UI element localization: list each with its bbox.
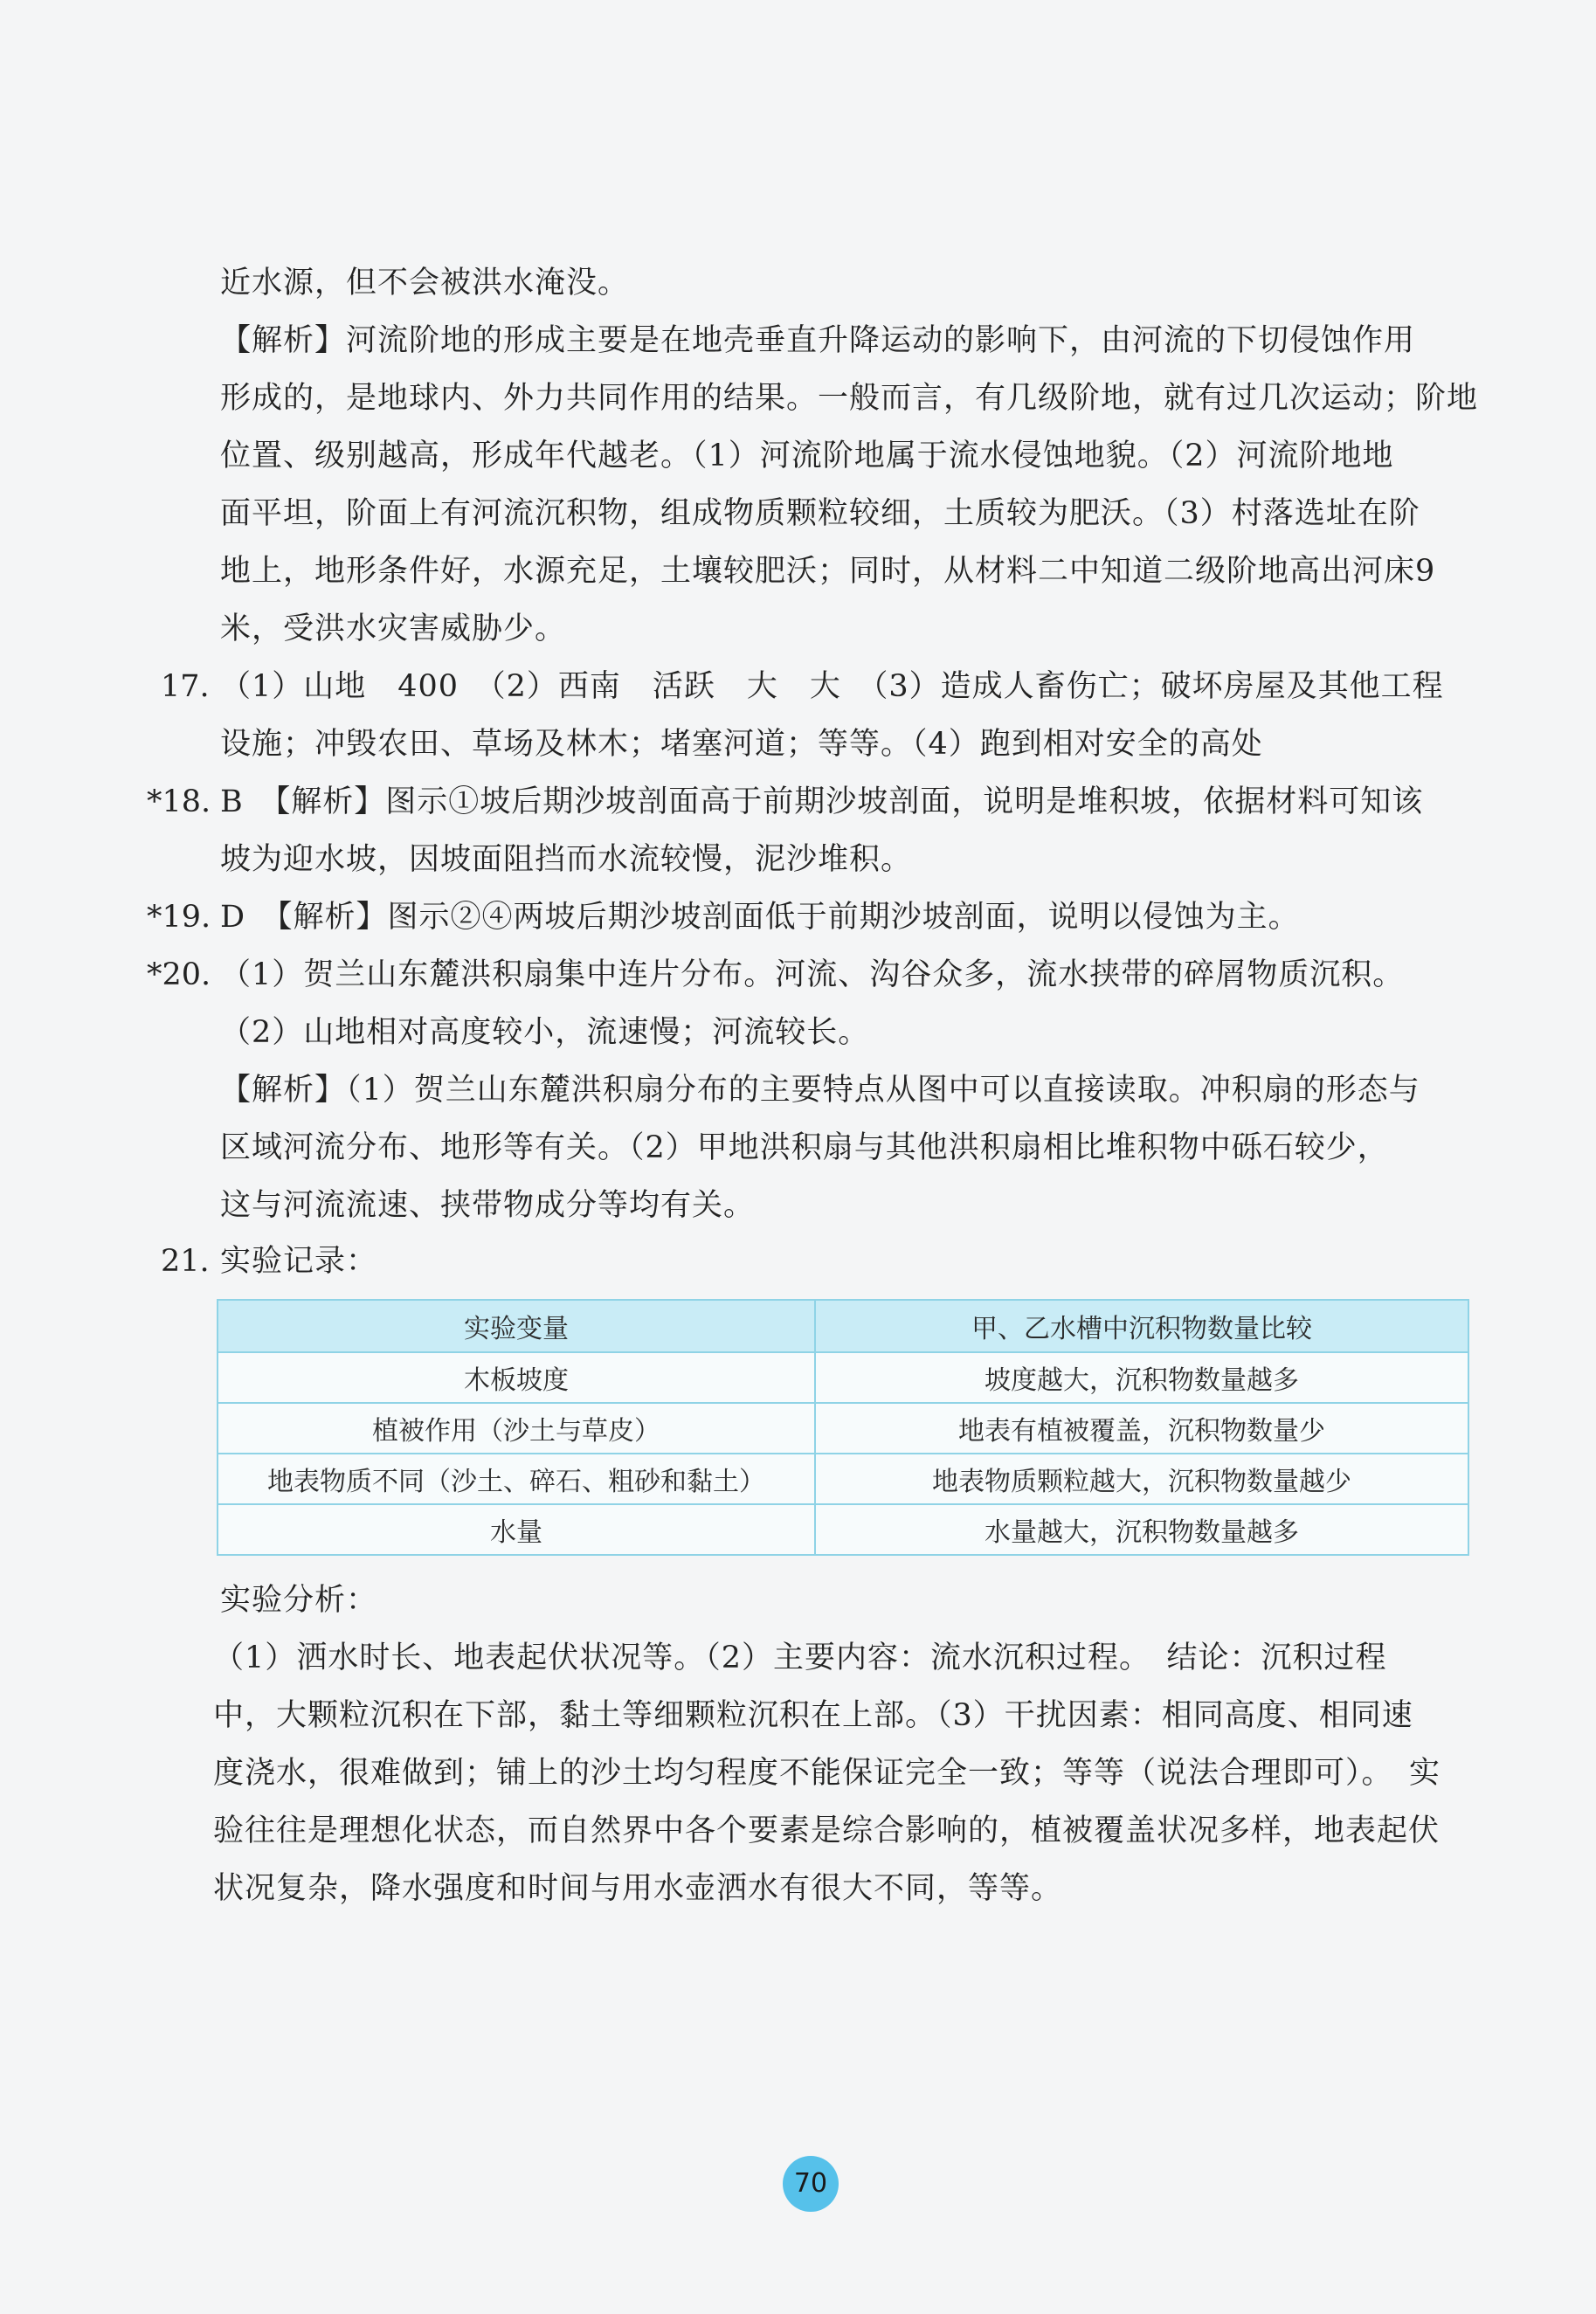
table-cell: 地表物质不同（沙土、碎石、粗砂和黏土） [218, 1454, 815, 1504]
table-cell: 水量 [218, 1504, 815, 1555]
table-cell: 地表有植被覆盖，沉积物数量少 [815, 1403, 1468, 1454]
table-cell: 植被作用（沙土与草皮） [218, 1403, 815, 1454]
table-row [218, 1504, 1468, 1555]
analysis-title: 实验分析： [220, 1583, 378, 1618]
answer-line: B 【解析】图示①坡后期沙坡剖面高于前期沙坡剖面，说明是堆积坡，依据材料可知该 [220, 784, 1424, 819]
column-header: 甲、乙水槽中沉积物数量比较 [815, 1300, 1468, 1352]
analysis-line: 地上，地形条件好，水源充足，土壤较肥沃；同时，从材料二中知道二级阶地高出河床9 [220, 554, 1436, 589]
question-number: 17. [161, 669, 210, 704]
analysis-line: 这与河流流速、挟带物成分等均有关。 [220, 1188, 756, 1223]
answer-line: （1）贺兰山东麓洪积扇集中连片分布。河流、沟谷众多，流水挟带的碎屑物质沉积。 [220, 957, 1405, 992]
analysis-line: 面平坦，阶面上有河流沉积物，组成物质颗粒较细，土质较为肥沃。（3）村落选址在阶 [220, 496, 1420, 531]
experiment-record-label: 实验记录： [220, 1244, 378, 1279]
answer-line: 坡为迎水坡，因坡面阻挡而水流较慢，泥沙堆积。 [220, 842, 913, 877]
analysis-line: 米，受洪水灾害威胁少。 [220, 611, 567, 646]
analysis-line: 【解析】（1）贺兰山东麓洪积扇分布的主要特点从图中可以直接读取。冲积扇的形态与 [220, 1073, 1420, 1108]
analysis-line: 状况复杂，降水强度和时间与用水壶洒水有很大不同，等等。 [213, 1871, 1063, 1906]
table-cell: 坡度越大，沉积物数量越多 [815, 1352, 1468, 1403]
page-number-badge: 70 [783, 2156, 839, 2212]
text-line: 近水源，但不会被洪水淹没。 [220, 266, 630, 300]
answer-line: （2）山地相对高度较小，流速慢；河流较长。 [220, 1015, 870, 1050]
analysis-line: 形成的，是地球内、外力共同作用的结果。一般而言，有几级阶地，就有过几次运动；阶地 [220, 381, 1479, 416]
analysis-line: 验往往是理想化状态，而自然界中各个要素是综合影响的，植被覆盖状况多样，地表起伏 [213, 1813, 1441, 1848]
analysis-line: 度浇水，很难做到；铺上的沙土均匀程度不能保证完全一致；等等（说法合理即可）。 实 [213, 1756, 1441, 1791]
table-row [218, 1403, 1468, 1454]
analysis-line: （1）洒水时长、地表起伏状况等。（2）主要内容：流水沉积过程。 结论：沉积过程 [213, 1641, 1387, 1675]
question-number: *19. [147, 900, 211, 935]
experiment-table [217, 1299, 1469, 1556]
table-cell: 地表物质颗粒越大，沉积物数量越少 [815, 1454, 1468, 1504]
answer-line: D 【解析】图示②④两坡后期沙坡剖面低于前期沙坡剖面，说明以侵蚀为主。 [220, 900, 1300, 935]
analysis-line: 区域河流分布、地形等有关。（2）甲地洪积扇与其他洪积扇相比堆积物中砾石较少， [220, 1130, 1389, 1165]
answer-line: （1）山地 400 （2）西南 活跃 大 大 （3）造成人畜伤亡；破坏房屋及其他工程 [220, 669, 1444, 704]
table-cell: 水量越大，沉积物数量越多 [815, 1504, 1468, 1555]
analysis-line: 中，大颗粒沉积在下部，黏土等细颗粒沉积在上部。（3）干扰因素：相同高度、相同速 [213, 1698, 1413, 1733]
question-number: *20. [147, 957, 211, 992]
question-number: 21. [161, 1244, 210, 1279]
answer-line: 设施；冲毁农田、草场及林木；堵塞河道；等等。（4）跑到相对安全的高处 [220, 727, 1263, 762]
question-number: *18. [147, 784, 211, 819]
table-cell: 木板坡度 [218, 1352, 815, 1403]
table-header-row [218, 1300, 1468, 1352]
table-row [218, 1454, 1468, 1504]
analysis-line: 【解析】河流阶地的形成主要是在地壳垂直升降运动的影响下，由河流的下切侵蚀作用 [220, 323, 1416, 358]
table-row [218, 1352, 1468, 1403]
column-header: 实验变量 [218, 1300, 815, 1352]
analysis-line: 位置、级别越高，形成年代越老。（1）河流阶地属于流水侵蚀地貌。（2）河流阶地地 [220, 439, 1394, 473]
